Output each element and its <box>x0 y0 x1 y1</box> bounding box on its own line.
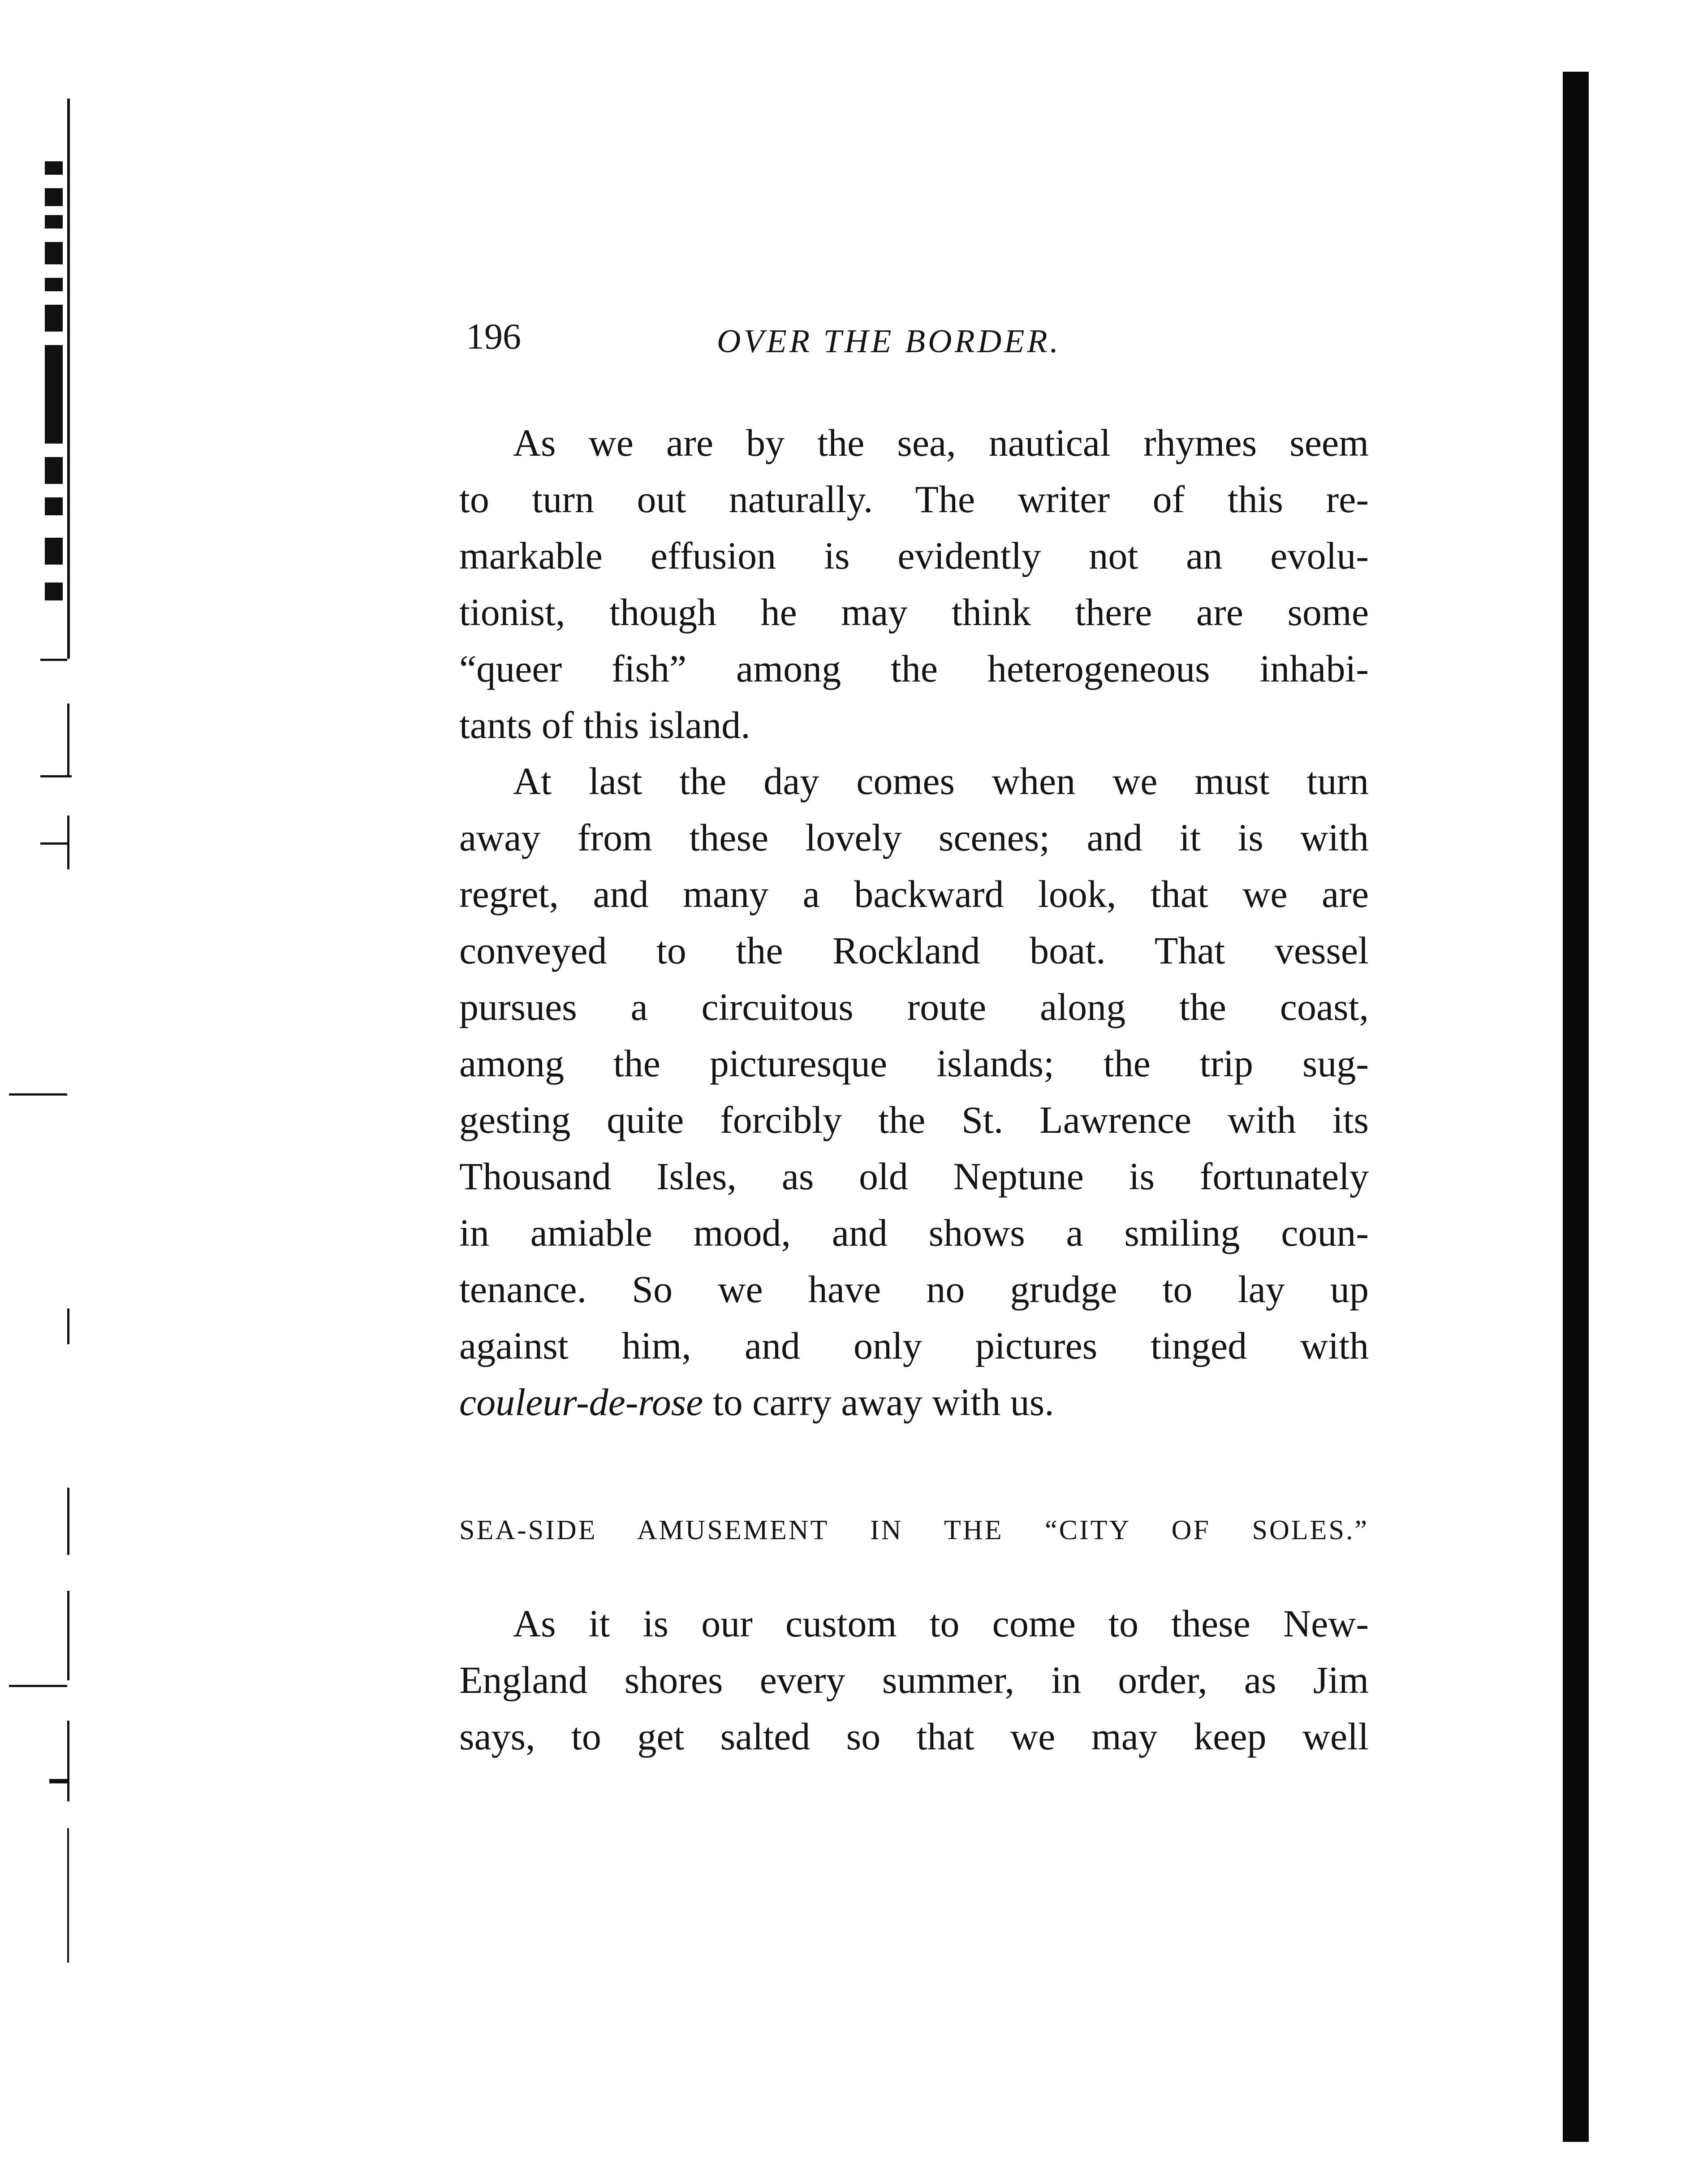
text-line: tionist, though he may think there are some <box>459 591 1369 634</box>
text-line: As we are by the sea, nautical rhymes seem <box>513 421 1369 464</box>
text-line: in amiable mood, and shows a smiling coun- <box>459 1211 1369 1254</box>
text-line: pursues a circuitous route along the coast, <box>459 985 1369 1028</box>
text-line: regret, and many a backward look, that we are <box>459 872 1369 915</box>
text-line: Thousand Isles, as old Neptune is fortunately <box>459 1155 1369 1198</box>
paragraph-3 <box>459 1595 1369 1765</box>
left-scan-edge <box>40 54 85 2160</box>
text-line: to turn out naturally. The writer of this re- <box>459 478 1369 521</box>
text-line-rest: to carry away with us. <box>703 1381 1054 1424</box>
text-line: among the picturesque islands; the trip sug- <box>459 1042 1369 1085</box>
text-line: tants of this island. <box>459 704 750 747</box>
text-line: tenance. So we have no grudge to lay up <box>459 1268 1369 1311</box>
text-line: At last the day comes when we must turn <box>513 760 1369 803</box>
paragraph-1 <box>459 414 1369 753</box>
running-title: OVER THE BORDER. <box>717 323 1061 360</box>
text-line: markable effusion is evidently not an evolu- <box>459 534 1369 577</box>
text-line: gesting quite forcibly the St. Lawrence with its <box>459 1098 1369 1141</box>
text-line: England shores every summer, in order, as Jim <box>459 1658 1369 1701</box>
text-line: “queer fish” among the heterogeneous inhabi- <box>459 647 1369 690</box>
text-line <box>459 1374 1369 1430</box>
paragraph-2 <box>459 753 1369 1430</box>
text-line: conveyed to the Rockland boat. That vessel <box>459 929 1369 972</box>
text-line: away from these lovely scenes; and it is with <box>459 816 1369 859</box>
text-line: says, to get salted so that we may keep well <box>459 1715 1369 1758</box>
text-line: against him, and only pictures tinged with <box>459 1324 1369 1367</box>
text-line: As it is our custom to come to these New- <box>513 1602 1369 1645</box>
page-number: 196 <box>466 316 521 357</box>
section-heading: SEA-SIDE AMUSEMENT IN THE “CITY OF SOLES.” <box>459 1515 1369 1545</box>
italic-phrase: couleur-de-rose <box>459 1381 703 1424</box>
right-scan-bar <box>1563 72 1589 2142</box>
